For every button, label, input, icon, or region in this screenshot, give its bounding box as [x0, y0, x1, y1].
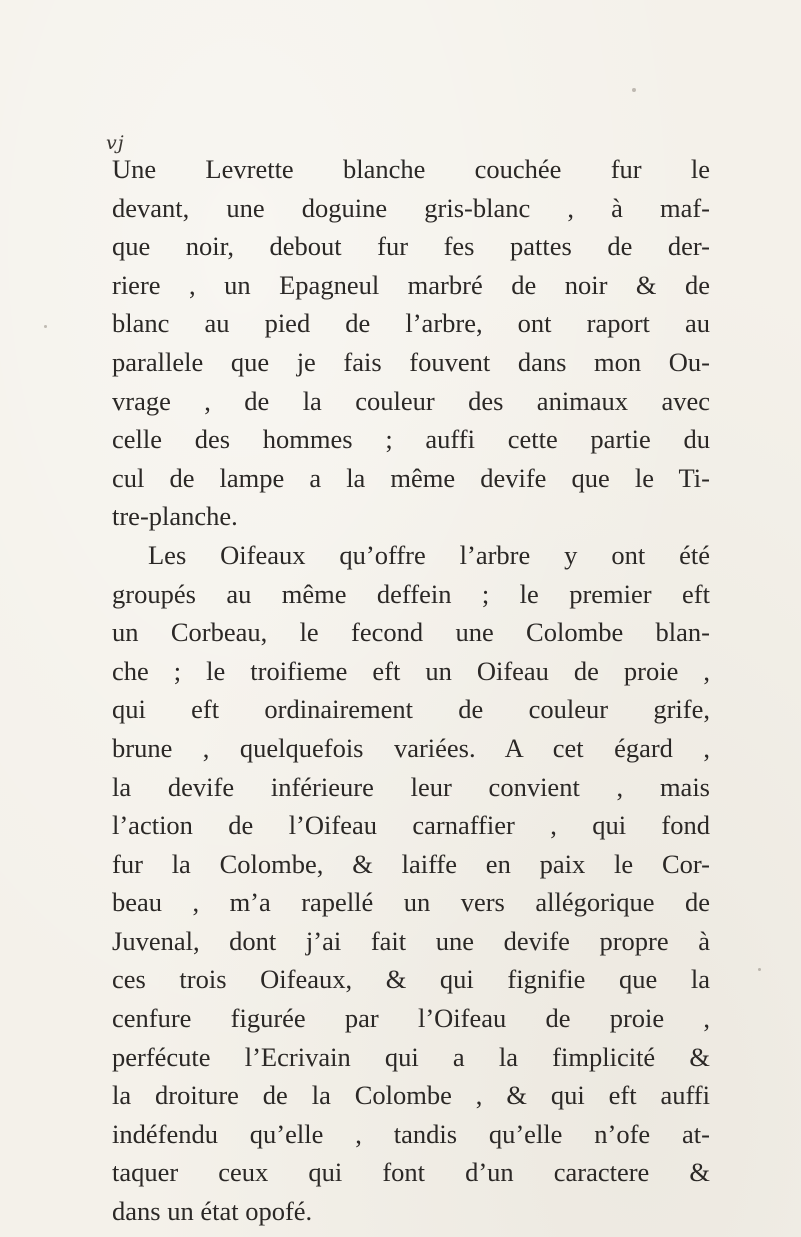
text-line: groupés au même deffein ; le premier eft [112, 578, 710, 609]
paragraph-end-line: tre-planche. [112, 501, 238, 532]
text-line: la droiture de la Colombe , & qui eft auffi [112, 1080, 710, 1111]
text-line: qui eft ordinairement de couleur grife, [112, 694, 710, 725]
text-line: cenfure figurée par l’Oifeau de proie , [112, 1003, 710, 1034]
text-line: che ; le troifieme eft un Oifeau de proie , [112, 655, 710, 686]
text-line: Juvenal, dont j’ai fait une devife propre à [112, 925, 710, 956]
text-line: perfécute l’Ecrivain qui a la fimplicité & [112, 1041, 710, 1072]
text-line: devant, une doguine gris-blanc , à maf- [112, 192, 710, 223]
text-line: beau , m’a rapellé un vers allégorique de [112, 887, 710, 918]
text-line: vrage , de la couleur des animaux avec [112, 385, 710, 416]
text-line: un Corbeau, le fecond une Colombe blan- [112, 617, 710, 648]
text-line: indéfendu qu’elle , tandis qu’elle n’ofe at- [112, 1118, 710, 1149]
text-line: Une Levrette blanche couchée fur le [112, 154, 710, 184]
text-line: taquer ceux qui font d’un caractere & [112, 1157, 710, 1188]
page-number: vj [106, 132, 125, 154]
paper-speck [758, 968, 761, 971]
paragraph-start-line: Les Oifeaux qu’offre l’arbre y ont été [148, 539, 710, 570]
text-line: celle des hommes ; auffi cette partie du [112, 424, 710, 455]
text-line: riere , un Epagneul marbré de noir & de [112, 269, 710, 300]
text-line: blanc au pied de l’arbre, ont raport au [112, 308, 710, 339]
text-line: parallele que je fais fouvent dans mon Ou- [112, 346, 710, 377]
text-line: brune , quelquefois variées. A cet égard , [112, 732, 710, 763]
text-line: la devife inférieure leur convient , mais [112, 771, 710, 802]
text-line: fur la Colombe, & laiffe en paix le Cor- [112, 848, 710, 879]
text-line: cul de lampe a la même devife que le Ti- [112, 462, 710, 493]
paper-speck [44, 325, 47, 328]
body-text [112, 150, 710, 1231]
paper-speck [632, 88, 636, 92]
text-line: que noir, debout fur fes pattes de der- [112, 231, 710, 262]
text-line: l’action de l’Oifeau carnaffier , qui fond [112, 810, 710, 841]
text-line: ces trois Oifeaux, & qui fignifie que la [112, 964, 710, 995]
paragraph-end-line: dans un état opofé. [112, 1196, 313, 1227]
